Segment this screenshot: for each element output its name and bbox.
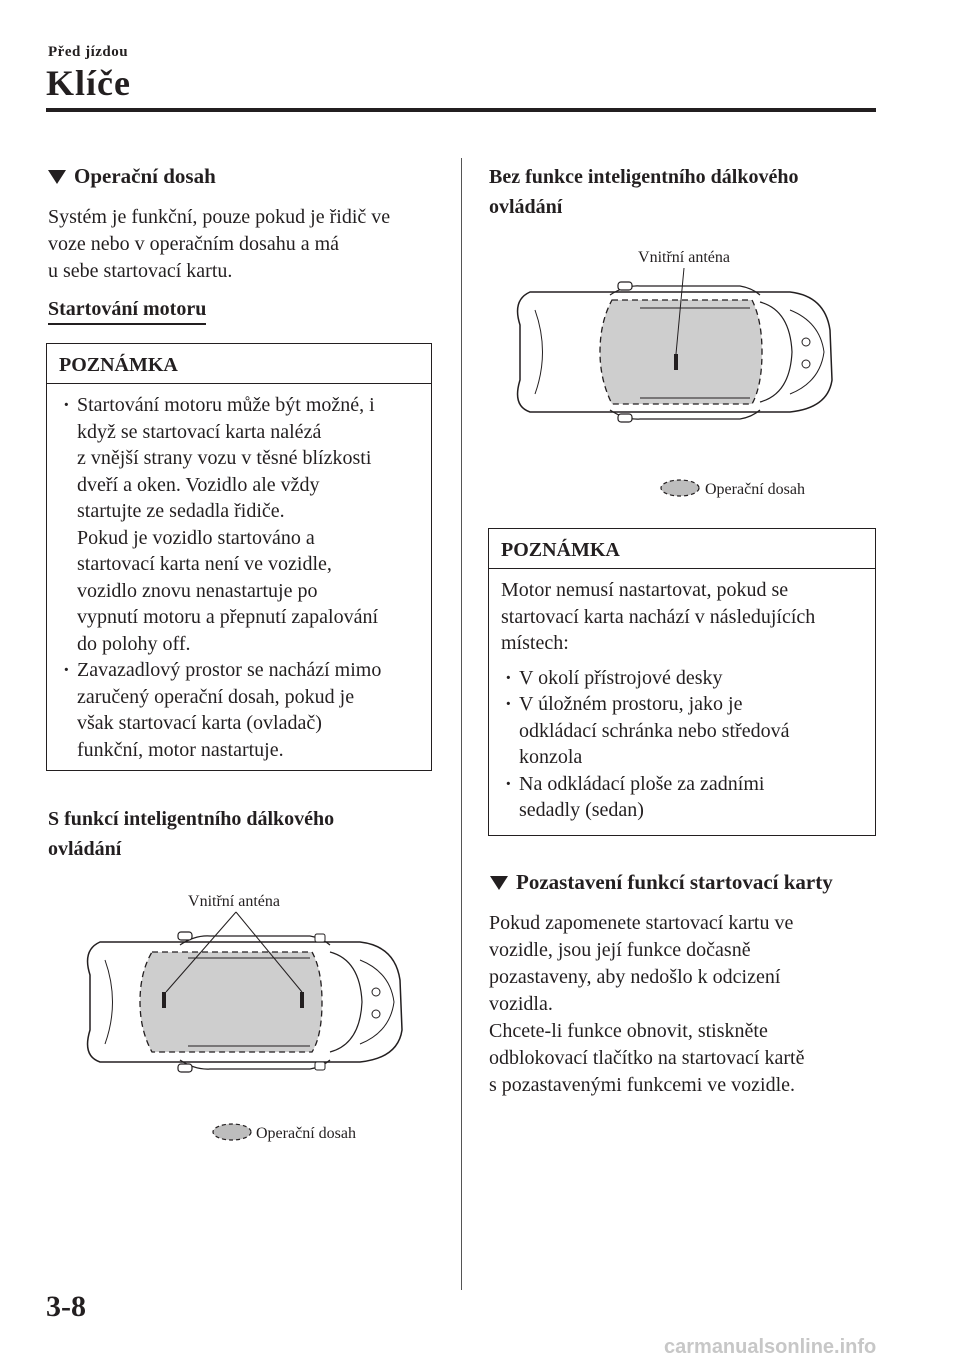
text-line: · V úložném prostoru, jako je [519,693,743,715]
subheading-engine-start: Startování motoru [48,298,206,325]
text-line: Pokud je vozidlo startováno a [77,526,315,549]
heading-operating-range [48,164,216,189]
note-item [59,657,421,763]
heading-text: Operační dosah [74,164,216,188]
triangle-icon [490,876,508,890]
text-line: · Startování motoru může být možné, i [77,394,375,416]
text-line: Systém je funkční, pouze pokud je řidič ve [48,206,391,228]
text-line: konzola [519,746,583,768]
range-legend-swatch [213,1124,251,1140]
watermark: carmanualsonline.info [664,1336,877,1358]
text-line: vozidle, jsou její funkce dočasně [489,939,751,961]
antenna-marker [300,992,304,1008]
text-line: Pokud zapomenete startovací kartu ve [489,912,794,934]
chapter-title: Klíče [46,63,131,103]
antenna-label: Vnitřní anténa [188,893,280,910]
text-line: vozidla. [489,993,553,1015]
text-line: startujte ze sedadla řidiče. [77,500,285,522]
text-line: · V okolí přístrojové desky [519,666,723,689]
antenna-marker [162,992,166,1008]
note-box-left [46,343,432,771]
text-line: Bez funkce inteligentního dálkového [489,166,799,188]
text-line: ovládání [489,196,563,218]
text-line: místech: [501,632,569,654]
subheading-with-smart-keyless [48,804,448,864]
text-line: Chcete-li funkce obnovit, stiskněte [489,1020,768,1042]
note-list [501,665,865,824]
antenna-label: Vnitřní anténa [638,249,730,266]
text-line: startovací karta není ve vozidle, [77,553,332,575]
text-line: sedadly (sedan) [519,799,644,821]
note-body [489,569,875,832]
text-line: s pozastavenými funkcemi ve vozidle. [489,1074,796,1096]
triangle-icon [48,170,66,184]
text-line: Motor nemusí nastartovat, pokud se [501,579,789,601]
note-item [501,771,865,824]
text-line: · Na odkládací ploše za zadními [519,772,765,795]
text-line: startovací karta nachází v následujících [501,605,816,628]
text-line: z vnější strany vozu v těsné blízkosti [77,447,372,469]
text-line: dveří a oken. Vozidlo ale vždy [77,473,320,496]
header-rule [46,108,876,112]
subheading-without-smart-keyless [489,162,879,222]
text-line: do polohy off. [77,632,191,655]
note-text [501,577,865,657]
text-line: u sebe startovací kartu. [48,260,233,282]
range-label: Operační dosah [705,481,805,498]
suspension-paragraph [489,910,879,1099]
note-item [59,392,421,657]
operating-range-area [140,952,322,1052]
heading-card-suspension [490,870,833,895]
car-diagram-with-smart-keyless [60,880,420,1150]
text-line: ovládání [48,838,122,860]
note-label: POZNÁMKA [47,344,431,384]
note-body [47,384,431,771]
text-line: odkládací schránka nebo středová [519,719,790,742]
operating-range-area [600,300,762,404]
text-line: funkční, motor nastartuje. [77,738,284,761]
text-line: však startovací karta (ovladač) [77,712,322,734]
page-number: 3-8 [46,1290,86,1323]
note-item [501,665,865,692]
range-legend-swatch [661,480,699,496]
text-line: když se startovací karta nalézá [77,420,322,443]
note-box-right [488,528,876,836]
text-line: S funkcí inteligentního dálkového [48,808,335,830]
text-line: vozidlo znovu nenastartuje po [77,579,318,602]
intro-paragraph [48,204,448,285]
text-line: zaručený operační dosah, pokud je [77,685,355,708]
text-line: voze nebo v operačním dosahu a má [48,233,340,255]
text-line: odblokovací tlačítko na startovací kartě [489,1047,805,1069]
antenna-marker [674,354,678,370]
heading-text: Pozastavení funkcí startovací karty [516,870,833,894]
section-label: Před jízdou [48,44,129,60]
range-label: Operační dosah [256,1125,356,1142]
text-line: vypnutí motoru a přepnutí zapalování [77,606,379,628]
column-divider [461,158,462,1290]
car-diagram-without-smart-keyless [500,240,860,510]
note-label: POZNÁMKA [489,529,875,569]
text-line: pozastaveny, aby nedošlo k odcizení [489,966,781,988]
note-item [501,691,865,771]
text-line: · Zavazadlový prostor se nachází mimo [77,659,382,681]
